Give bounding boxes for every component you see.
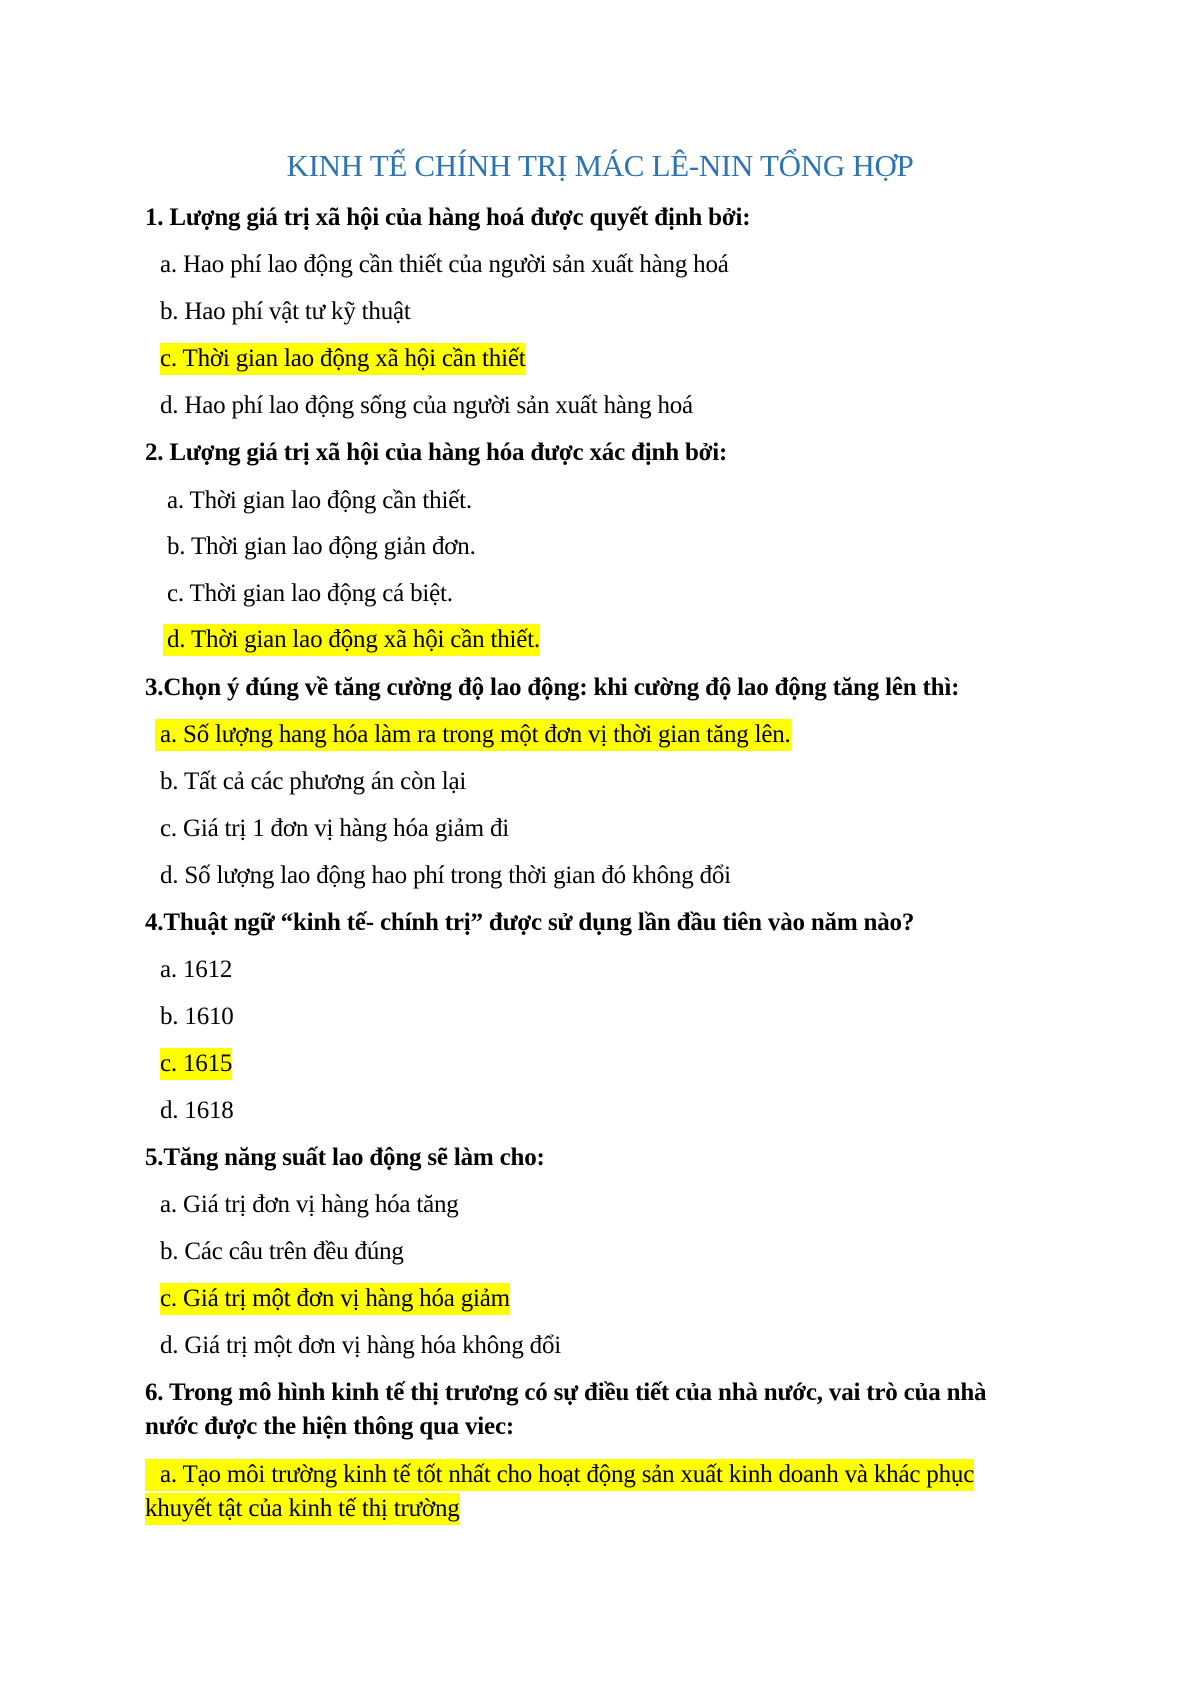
question-3-option-c: c. Giá trị 1 đơn vị hàng hóa giảm đi — [160, 815, 510, 842]
question-5-option-b: b. Các câu trên đều đúng — [160, 1238, 404, 1265]
question-6-option-a-answer-line-1: a. Tạo môi trường kinh tế tốt nhất cho hoạt động sản xuất kinh doanh và khác phục — [145, 1459, 974, 1491]
question-1-option-c-answer: c. Thời gian lao động xã hội cần thiết — [160, 343, 525, 375]
question-3-option-d: d. Số lượng lao động hao phí trong thời gian đó không đổi — [160, 862, 731, 889]
question-2: 2. Lượng giá trị xã hội của hàng hóa được xác định bởi: — [145, 439, 728, 466]
question-2-option-d-answer: d. Thời gian lao động xã hội cần thiết. — [163, 624, 540, 656]
document-title: KINH TẾ CHÍNH TRỊ MÁC LÊ-NIN TỔNG HỢP — [286, 148, 914, 183]
question-4-option-d: d. 1618 — [160, 1097, 234, 1124]
question-4-option-c-answer: c. 1615 — [160, 1048, 232, 1080]
question-5-option-d: d. Giá trị một đơn vị hàng hóa không đổi — [160, 1332, 562, 1359]
question-1: 1. Lượng giá trị xã hội của hàng hoá được quyết định bởi: — [145, 204, 751, 231]
question-2-option-b: b. Thời gian lao động giản đơn. — [167, 533, 476, 560]
question-2-option-c: c. Thời gian lao động cá biệt. — [167, 580, 453, 607]
question-4: 4.Thuật ngữ “kinh tế- chính trị” được sử dụng lần đầu tiên vào năm nào? — [145, 909, 915, 936]
question-1-option-b: b. Hao phí vật tư kỹ thuật — [160, 298, 411, 325]
question-6-option-a-answer-line-2: khuyết tật của kinh tế thị trường — [145, 1493, 460, 1525]
question-5: 5.Tăng năng suất lao động sẽ làm cho: — [145, 1144, 545, 1171]
question-5-option-c-answer: c. Giá trị một đơn vị hàng hóa giảm — [160, 1283, 510, 1315]
question-1-option-d: d. Hao phí lao động sống của người sản xuất hàng hoá — [160, 392, 693, 419]
question-3-option-a-answer: a. Số lượng hang hóa làm ra trong một đơn vị thời gian tăng lên. — [155, 719, 791, 751]
question-6-line-1: 6. Trong mô hình kinh tế thị trương có sự điều tiết của nhà nước, vai trò của nhà — [145, 1379, 987, 1406]
question-2-option-a: a. Thời gian lao động cần thiết. — [167, 487, 472, 514]
question-4-option-b: b. 1610 — [160, 1003, 234, 1030]
question-1-option-a: a. Hao phí lao động cần thiết của người sản xuất hàng hoá — [160, 251, 729, 278]
question-4-option-a: a. 1612 — [160, 956, 233, 983]
question-3-option-b: b. Tất cả các phương án còn lại — [160, 768, 467, 795]
question-3: 3.Chọn ý đúng về tăng cường độ lao động: khi cường độ lao động tăng lên thì: — [145, 674, 960, 701]
question-6-line-2: nước được the hiện thông qua viec: — [145, 1413, 514, 1440]
question-5-option-a: a. Giá trị đơn vị hàng hóa tăng — [160, 1191, 459, 1218]
